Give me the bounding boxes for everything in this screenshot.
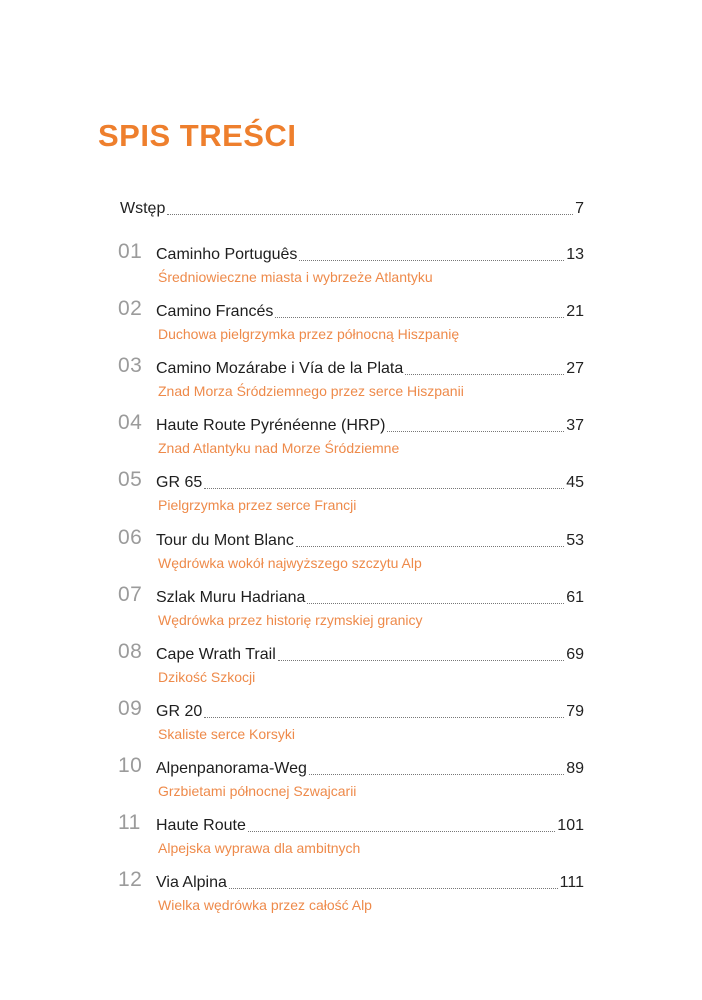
toc-entry[interactable]	[118, 868, 584, 918]
toc-intro-page-number: 7	[575, 200, 584, 217]
chapter-subtitle: Skaliste serce Korsyki	[158, 726, 295, 742]
toc-entry[interactable]	[118, 354, 584, 404]
chapter-subtitle: Grzbietami północnej Szwajcarii	[158, 783, 357, 799]
dot-leader	[229, 887, 558, 889]
toc-entry-line	[156, 471, 584, 493]
page-number: 53	[566, 532, 584, 549]
toc-entry[interactable]	[118, 811, 584, 861]
page-number: 79	[566, 703, 584, 720]
page-number: 101	[557, 817, 584, 834]
dot-leader	[387, 430, 564, 432]
chapter-subtitle: Znad Morza Śródziemnego przez serce Hiszpanii	[158, 383, 464, 399]
toc-entry[interactable]	[118, 468, 584, 518]
chapter-title: Haute Route	[156, 817, 246, 834]
page-title: SPIS TREŚCI	[98, 118, 297, 153]
toc-entry[interactable]	[118, 583, 584, 633]
toc-entry[interactable]	[118, 297, 584, 347]
page-number: 45	[566, 474, 584, 491]
chapter-title: GR 65	[156, 474, 203, 491]
toc-entry[interactable]	[118, 411, 584, 461]
chapter-number: 12	[118, 868, 143, 891]
page-number: 61	[566, 589, 584, 606]
page-number: 27	[566, 360, 584, 377]
chapter-number: 07	[118, 583, 143, 606]
chapter-subtitle: Wielka wędrówka przez całość Alp	[158, 897, 372, 913]
chapter-title: Camino Francés	[156, 303, 274, 320]
page-number: 21	[566, 303, 584, 320]
page-number: 89	[566, 760, 584, 777]
chapter-subtitle: Wędrówka wokół najwyższego szczytu Alp	[158, 555, 422, 571]
dot-leader	[296, 545, 564, 547]
chapter-subtitle: Pielgrzymka przez serce Francji	[158, 497, 357, 513]
page-number: 37	[566, 417, 584, 434]
chapter-title: Via Alpina	[156, 874, 227, 891]
chapter-title: Cape Wrath Trail	[156, 646, 276, 663]
dot-leader	[167, 213, 573, 215]
chapter-number: 05	[118, 468, 143, 491]
chapter-title: Tour du Mont Blanc	[156, 532, 294, 549]
chapter-number: 10	[118, 754, 143, 777]
chapter-number: 04	[118, 411, 143, 434]
chapter-title: Camino Mozárabe i Vía de la Plata	[156, 360, 404, 377]
toc-entry-line	[156, 357, 584, 379]
chapter-number: 09	[118, 697, 143, 720]
toc-entry-line	[156, 300, 584, 322]
chapter-number: 06	[118, 526, 143, 549]
toc-entry-line	[156, 414, 584, 436]
dot-leader	[278, 659, 564, 661]
toc-entry-line	[156, 643, 584, 665]
dot-leader	[307, 602, 564, 604]
toc-entry[interactable]	[118, 754, 584, 804]
toc-entry[interactable]	[118, 526, 584, 576]
toc-intro-label: Wstęp	[120, 200, 166, 217]
toc-entry[interactable]	[118, 640, 584, 690]
chapter-subtitle: Znad Atlantyku nad Morze Śródziemne	[158, 440, 400, 456]
chapter-subtitle: Duchowa pielgrzymka przez północną Hiszpanię	[158, 326, 460, 342]
chapter-title: Haute Route Pyrénéenne (HRP)	[156, 417, 386, 434]
chapter-title: Caminho Português	[156, 246, 298, 263]
dot-leader	[309, 773, 564, 775]
toc-entry-line	[156, 814, 584, 836]
chapter-title: Alpenpanorama-Weg	[156, 760, 307, 777]
dot-leader	[275, 316, 564, 318]
toc-entry-line	[156, 243, 584, 265]
dot-leader	[204, 716, 564, 718]
chapter-subtitle: Alpejska wyprawa dla ambitnych	[158, 840, 361, 856]
page-number: 69	[566, 646, 584, 663]
dot-leader	[248, 830, 555, 832]
chapter-title: Szlak Muru Hadriana	[156, 589, 306, 606]
toc-entry-line	[156, 529, 584, 551]
chapter-number: 11	[118, 811, 141, 834]
toc-entry[interactable]	[118, 240, 584, 290]
chapter-subtitle: Wędrówka przez historię rzymskiej granicy	[158, 612, 423, 628]
dot-leader	[204, 487, 564, 489]
toc-entry-line	[156, 586, 584, 608]
chapter-number: 02	[118, 297, 143, 320]
page-number: 111	[559, 874, 584, 891]
dot-leader	[299, 259, 564, 261]
toc-entry-line	[156, 871, 584, 893]
chapter-subtitle: Średniowieczne miasta i wybrzeże Atlantyku	[158, 269, 433, 285]
chapter-number: 03	[118, 354, 143, 377]
chapter-number: 01	[118, 240, 143, 263]
toc-entry[interactable]	[118, 697, 584, 747]
chapter-number: 08	[118, 640, 143, 663]
toc-intro-entry[interactable]	[120, 197, 584, 219]
chapter-title: GR 20	[156, 703, 203, 720]
chapter-subtitle: Dzikość Szkocji	[158, 669, 256, 685]
toc-entry-line	[156, 757, 584, 779]
dot-leader	[405, 373, 564, 375]
page-number: 13	[566, 246, 584, 263]
toc-entry-line	[156, 700, 584, 722]
